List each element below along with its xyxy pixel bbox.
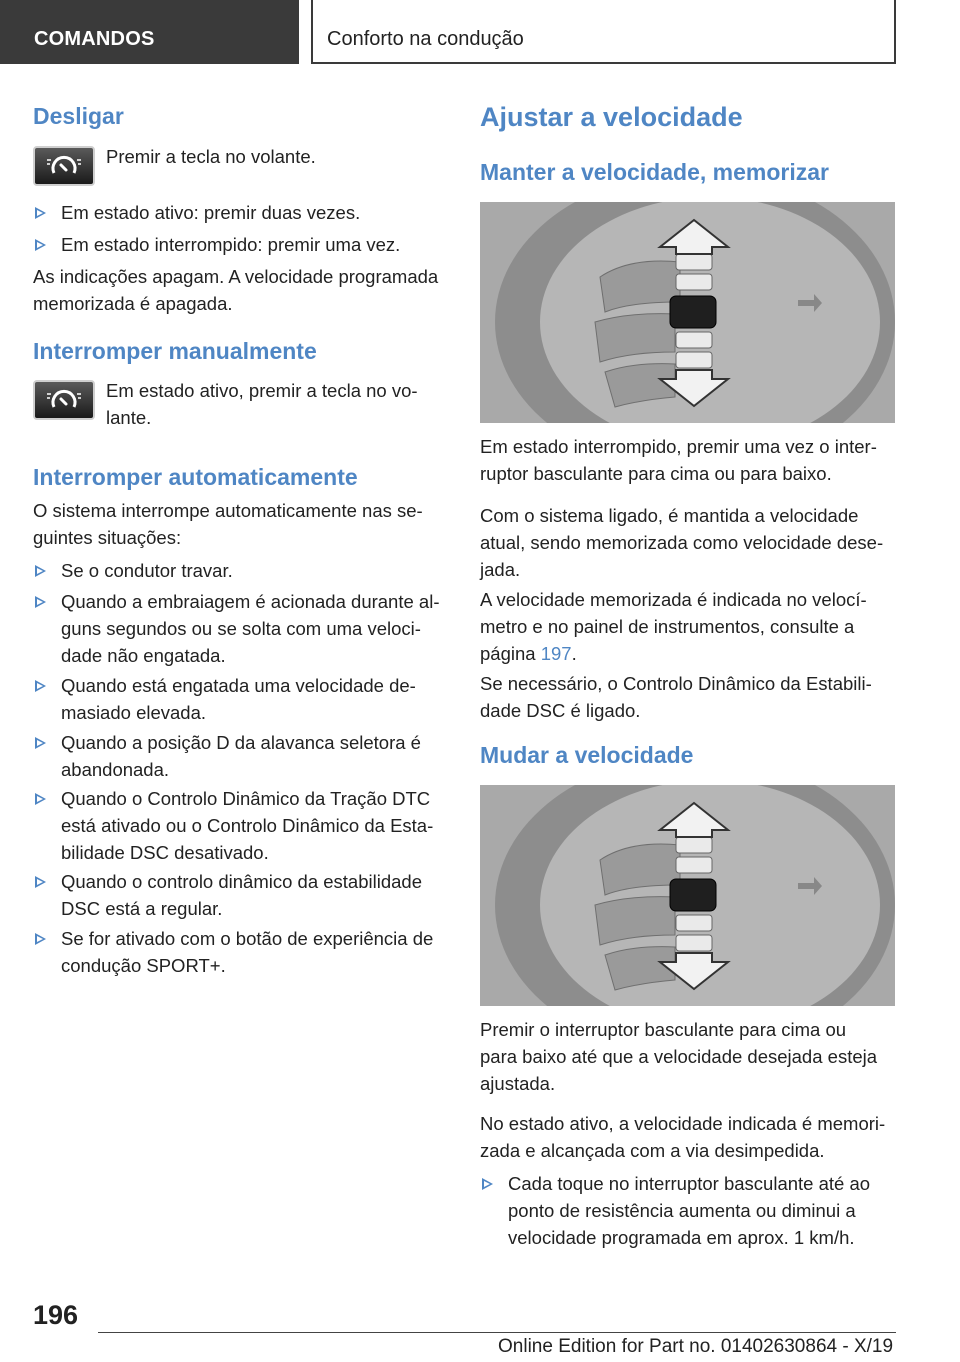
- footer-divider: [98, 1332, 896, 1333]
- cruise-control-key-icon: [33, 380, 95, 420]
- heading-desligar: Desligar: [33, 103, 124, 129]
- bullet-triangle-icon: [35, 737, 46, 749]
- heading-manter-velocidade: Manter a velocidade, memorizar: [480, 159, 829, 185]
- heading-interromper-manualmente: Interromper manualmente: [33, 338, 317, 364]
- list-item: Quando está engatada uma velocidade de- masiado elevada.: [33, 672, 447, 726]
- list-item: Se for ativado com o botão de experiência de condução SPORT+.: [33, 925, 447, 979]
- change-p2-line1: No estado ativo, a velocidade indicada é memori-: [480, 1113, 886, 1134]
- keep-p2-line3: jada.: [480, 559, 521, 580]
- keep-p4-line2: dade DSC é ligado.: [480, 700, 641, 721]
- chapter-title: Conforto na condução: [327, 28, 524, 50]
- heading-ajustar-velocidade: Ajustar a velocidade: [480, 102, 743, 132]
- keep-p2-line1: Com o sistema ligado, é mantida a velocidade: [480, 505, 859, 526]
- bullet-triangle-icon: [35, 565, 46, 577]
- manual-icon-text-2: lante.: [106, 407, 152, 428]
- bullet-triangle-icon: [35, 933, 46, 945]
- footer-edition: Online Edition for Part no. 01402630864 - X/19: [498, 1336, 894, 1357]
- bullet-triangle-icon: [35, 239, 46, 251]
- desligar-paragraph: As indicações apagam. A velocidade programada memorizada é apagada.: [33, 266, 439, 314]
- auto-intro-2: guintes situações:: [33, 527, 182, 548]
- list-item: Quando o controlo dinâmico da estabilidade DSC está a regular.: [33, 868, 447, 922]
- bullet-triangle-icon: [35, 680, 46, 692]
- keep-p2-line2: atual, sendo memorizada como velocidade dese-: [480, 532, 884, 553]
- list-item: Em estado interrompido: premir uma vez.: [33, 231, 447, 258]
- cruise-control-key-icon: [33, 146, 95, 186]
- keep-p1-line2: ruptor basculante para cima ou para baixo.: [480, 463, 832, 484]
- auto-intro-1: O sistema interrompe automaticamente nas se-: [33, 500, 423, 521]
- list-item: Quando a embraiagem é acionada durante al- guns segundos ou se solta com uma veloci- dade não engatada.: [33, 588, 447, 669]
- heading-interromper-automaticamente: Interromper automaticamente: [33, 464, 358, 490]
- bullet-triangle-icon: [35, 207, 46, 219]
- list-item: Em estado ativo: premir duas vezes.: [33, 199, 447, 226]
- list-item: Quando o Controlo Dinâmico da Tração DTC está ativado ou o Controlo Dinâmico da Esta- bilidade DSC desativado.: [33, 785, 447, 866]
- steering-wheel-rocker-photo: [480, 785, 895, 1006]
- list-item: Se o condutor travar.: [33, 557, 447, 584]
- section-title: COMANDOS: [34, 28, 155, 50]
- keep-p4-line1: Se necessário, o Controlo Dinâmico da Estabili-: [480, 673, 872, 694]
- manual-icon-text-1: Em estado ativo, premir a tecla no vo-: [106, 380, 418, 401]
- keep-p3-line2: metro e no painel de instrumentos, consulte a: [480, 616, 855, 637]
- bullet-triangle-icon: [35, 793, 46, 805]
- bullet-triangle-icon: [35, 596, 46, 608]
- bullet-triangle-icon: [482, 1178, 493, 1190]
- change-p1-line1: Premir o interruptor basculante para cima ou: [480, 1019, 847, 1040]
- heading-mudar-velocidade: Mudar a velocidade: [480, 742, 694, 768]
- change-p2-line2: zada e alcançada com a via desimpedida.: [480, 1140, 825, 1161]
- steering-wheel-rocker-photo: [480, 202, 895, 423]
- desligar-icon-text: Premir a tecla no volante.: [106, 146, 316, 167]
- bullet-triangle-icon: [35, 876, 46, 888]
- change-p1-line3: ajustada.: [480, 1073, 556, 1094]
- list-item: Cada toque no interruptor basculante até ao ponto de resistência aumenta ou diminui a velocidade programada em aprox. 1 km/h.: [480, 1170, 896, 1251]
- change-p1-line2: para baixo até que a velocidade desejada esteja: [480, 1046, 878, 1067]
- section-tab: [0, 0, 299, 64]
- chapter-tab: [311, 0, 896, 64]
- keep-p1-line1: Em estado interrompido, premir uma vez o inter-: [480, 436, 877, 457]
- keep-p3-line3: página 197.: [480, 643, 577, 664]
- list-item: Quando a posição D da alavanca seletora é abandonada.: [33, 729, 447, 783]
- page-reference-link[interactable]: 197: [540, 643, 572, 664]
- page-number: 196: [33, 1300, 79, 1330]
- keep-p3-line1: A velocidade memorizada é indicada no velocí-: [480, 589, 867, 610]
